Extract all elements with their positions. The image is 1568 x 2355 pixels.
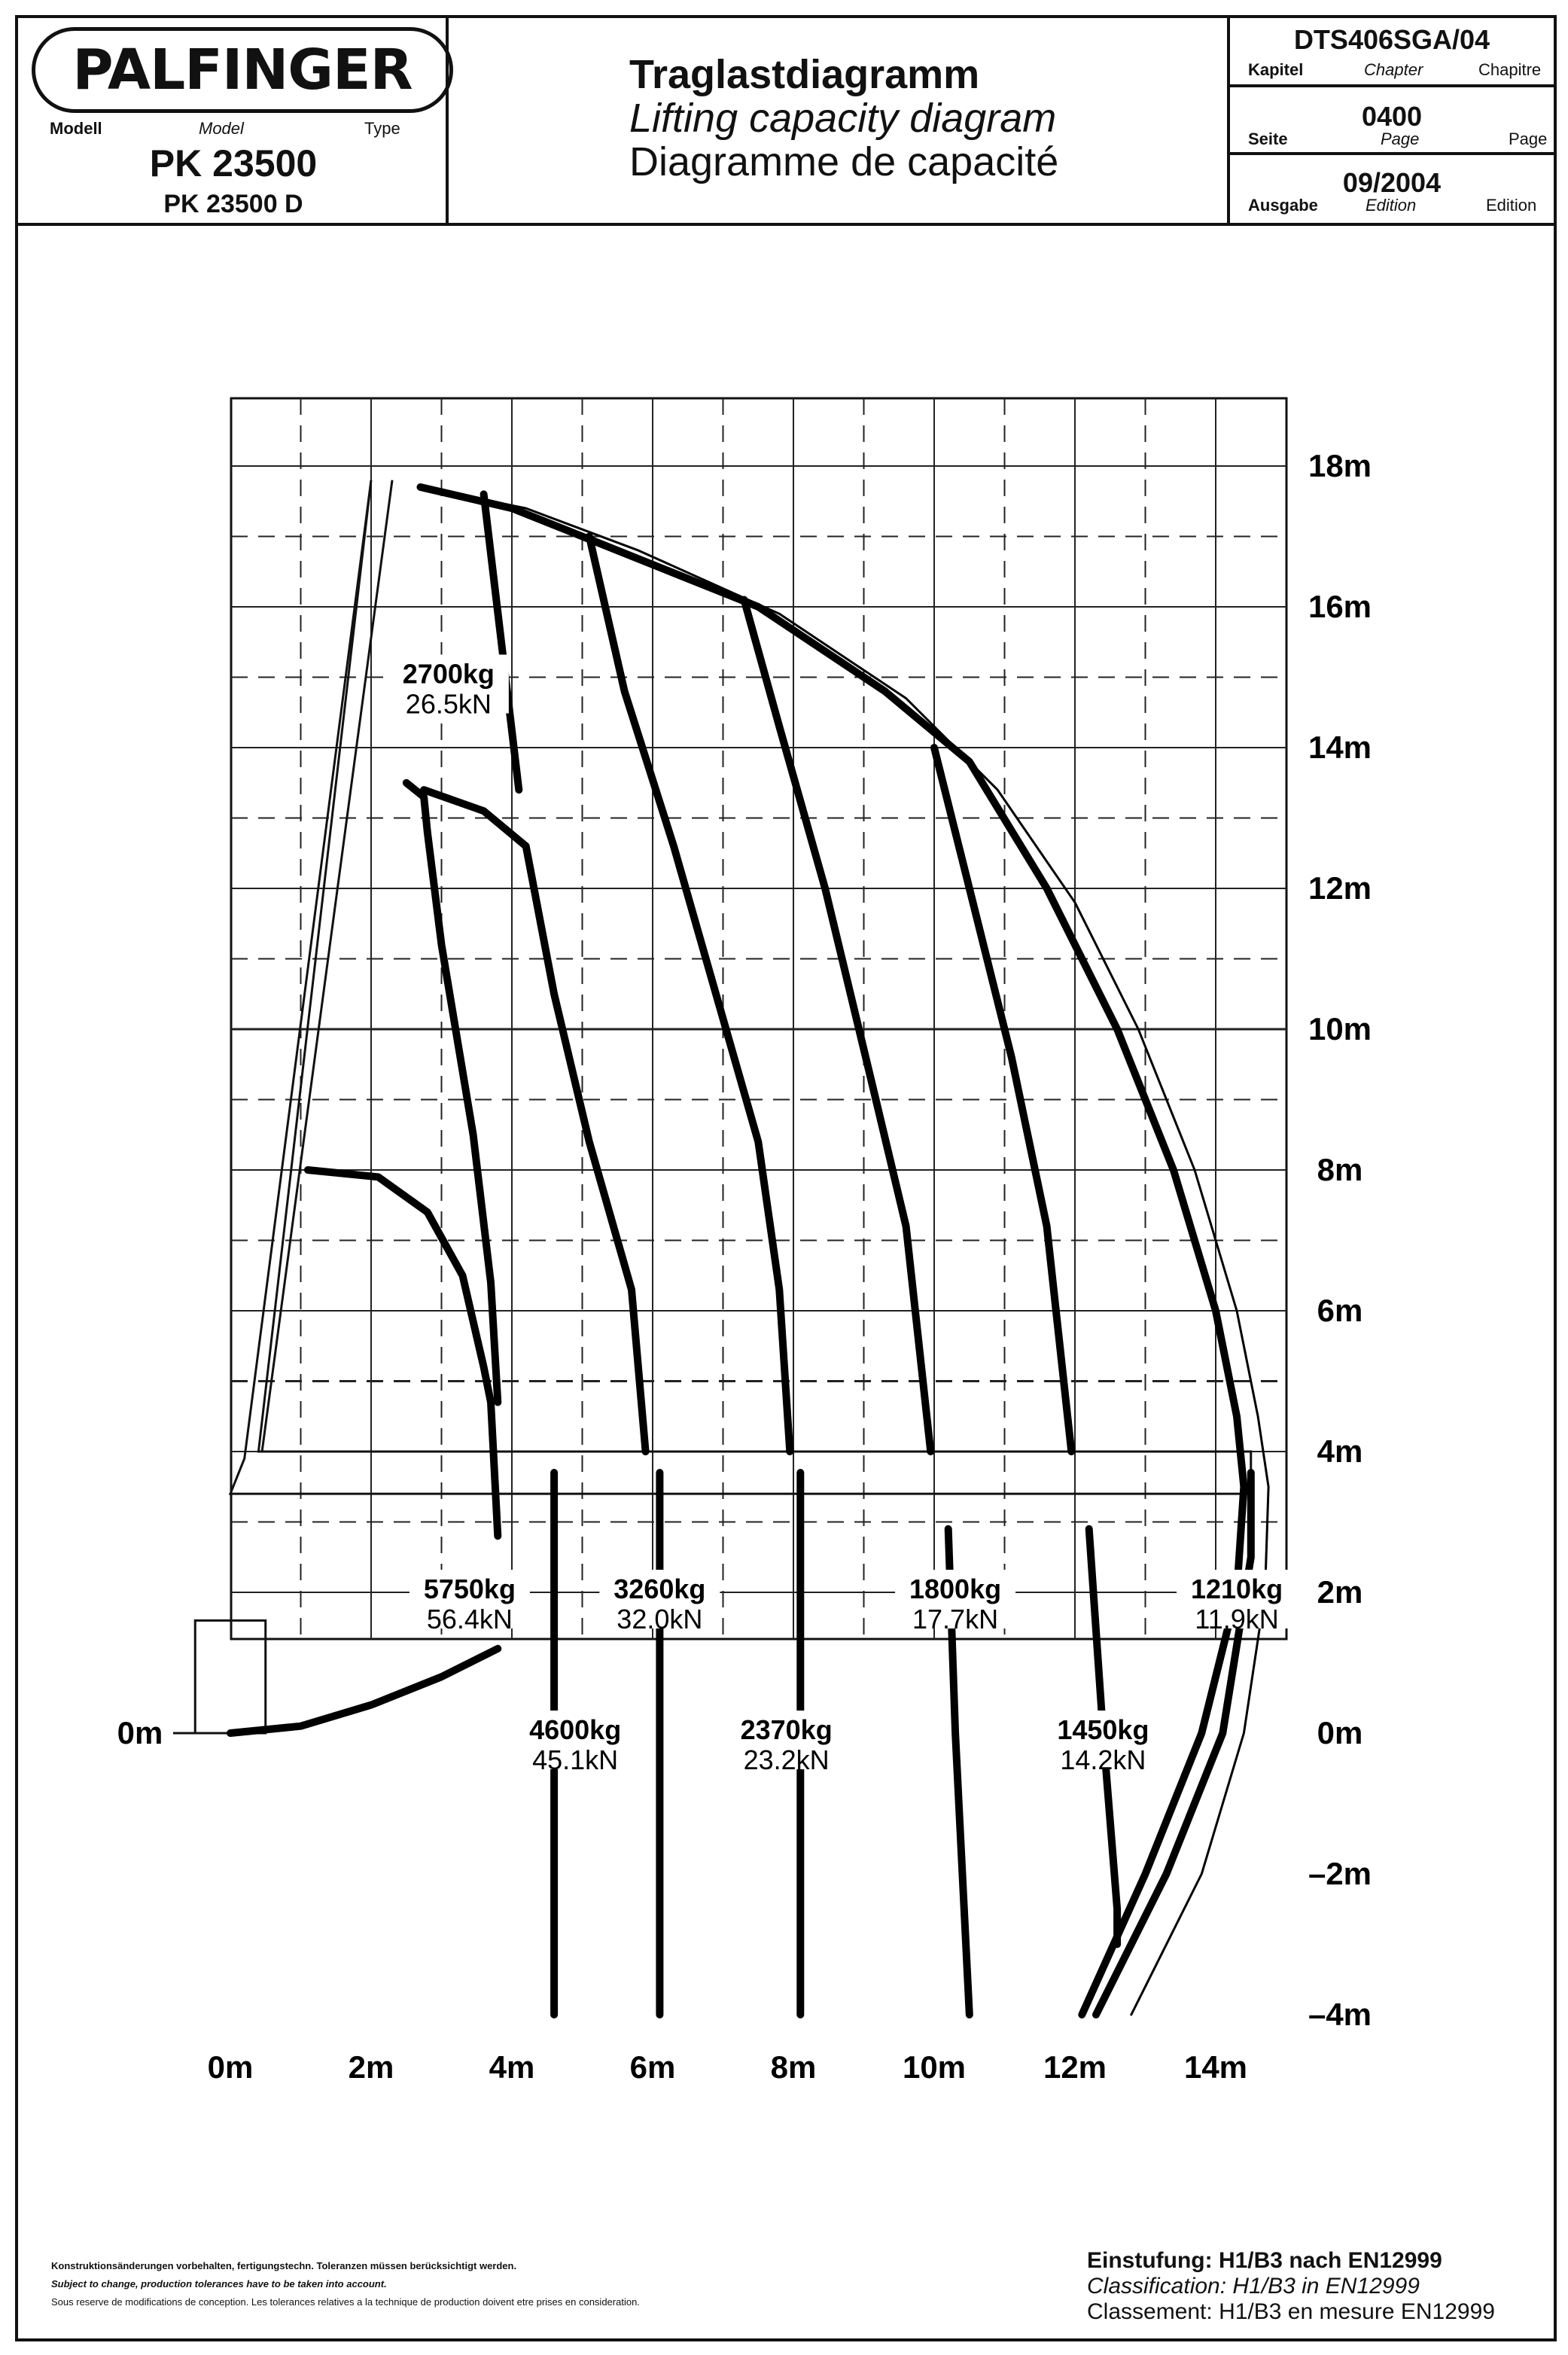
x-tick-label: 8m xyxy=(770,2049,817,2085)
load-label-kn: 14.2kN xyxy=(1060,1744,1146,1775)
load-label-kg: 3260kg xyxy=(613,1574,706,1604)
x-tick-label: 0m xyxy=(207,2049,254,2085)
chart-series xyxy=(230,487,1268,2015)
logo-text: PALFINGER xyxy=(72,38,413,102)
y-left-zero-label: 0m xyxy=(117,1715,163,1750)
page-label-de: Seite xyxy=(1248,129,1288,148)
chapter-label-de: Kapitel xyxy=(1248,60,1304,79)
title-fr: Diagramme de capacité xyxy=(629,139,1059,184)
y-tick-label: 2m xyxy=(1317,1574,1363,1610)
load-label-kn: 26.5kN xyxy=(405,688,492,720)
model-label-de: Modell xyxy=(50,119,102,138)
load-label-kg: 2700kg xyxy=(402,658,495,690)
y-tick-label: 18m xyxy=(1308,448,1372,483)
page-label-fr: Page xyxy=(1509,129,1548,148)
edition-label-en: Edition xyxy=(1366,196,1417,215)
load-curve-4 xyxy=(589,537,790,1452)
load-label-kg: 2370kg xyxy=(740,1714,833,1745)
chart-load-labels xyxy=(388,655,1297,1776)
load-label-kg: 1210kg xyxy=(1190,1574,1283,1604)
load-curve-16 xyxy=(421,487,1269,2015)
x-tick-label: 2m xyxy=(348,2049,394,2085)
load-label-kg: 4600kg xyxy=(529,1714,622,1745)
y-tick-label: 16m xyxy=(1308,589,1372,624)
edition-label-fr: Edition xyxy=(1486,196,1537,215)
model-primary: PK 23500 xyxy=(149,142,318,184)
load-curve-15 xyxy=(421,487,1244,2015)
y-tick-label: 8m xyxy=(1317,1152,1363,1187)
load-label-kg: 1450kg xyxy=(1057,1714,1149,1745)
chapter-label-en: Chapter xyxy=(1364,60,1423,79)
load-label-kn: 45.1kN xyxy=(532,1744,619,1775)
model-secondary: PK 23500 D xyxy=(163,190,303,218)
y-tick-label: 0m xyxy=(1317,1715,1363,1750)
classification-fr: Classement: H1/B3 en mesure EN12999 xyxy=(1087,2299,1495,2324)
load-label-kn: 11.9kN xyxy=(1195,1604,1279,1634)
edition-value: 09/2004 xyxy=(1342,167,1442,198)
load-curve-7 xyxy=(308,1170,498,1536)
load-label-kg: 5750kg xyxy=(423,1574,516,1604)
y-tick-label: –2m xyxy=(1308,1856,1372,1891)
title-en: Lifting capacity diagram xyxy=(629,96,1057,141)
footer-note-en: Subject to change, production tolerances have to be taken into account. xyxy=(51,2278,387,2289)
load-curve-1 xyxy=(484,494,519,790)
classification-en: Classification: H1/B3 in EN12999 xyxy=(1087,2274,1420,2299)
x-tick-label: 6m xyxy=(629,2049,676,2085)
model-label-en: Model xyxy=(199,119,244,138)
y-tick-label: 4m xyxy=(1317,1433,1363,1469)
y-tick-label: –4m xyxy=(1308,1997,1372,2032)
boom-edge xyxy=(262,480,392,1452)
classification-de: Einstufung: H1/B3 nach EN12999 xyxy=(1087,2248,1442,2273)
footer-note-de: Konstruktionsänderungen vorbehalten, fertigungstechn. Toleranzen müssen berücksichtigt werden. xyxy=(51,2260,517,2271)
doc-number: DTS406SGA/04 xyxy=(1293,24,1490,55)
y-tick-label: 12m xyxy=(1308,870,1372,906)
plot-frame xyxy=(231,398,1286,1639)
x-tick-label: 10m xyxy=(902,2049,967,2085)
title-de: Traglastdiagramm xyxy=(629,52,980,97)
load-curve-8 xyxy=(230,1649,498,1733)
load-label-kn: 17.7kN xyxy=(912,1604,999,1634)
x-tick-label: 14m xyxy=(1183,2049,1248,2085)
model-label-fr: Type xyxy=(364,119,400,138)
load-label-kn: 23.2kN xyxy=(743,1744,830,1775)
edition-label-de: Ausgabe xyxy=(1248,196,1318,215)
load-label-kn: 56.4kN xyxy=(426,1604,513,1634)
load-label-kg: 1800kg xyxy=(909,1574,1002,1604)
x-tick-label: 4m xyxy=(489,2049,535,2085)
footer-note-fr: Sous reserve de modifications de conception. Les tolerances relatives a la technique de production doivent etre prises en consideration. xyxy=(51,2296,640,2308)
load-label-kn: 32.0kN xyxy=(617,1604,703,1634)
y-tick-label: 10m xyxy=(1308,1011,1372,1046)
load-curve-2 xyxy=(406,783,498,1403)
page-value: 0400 xyxy=(1361,101,1423,132)
chapter-label-fr: Chapitre xyxy=(1478,60,1542,79)
load-curve-5 xyxy=(744,600,931,1452)
page-label-en: Page xyxy=(1381,129,1420,148)
x-tick-label: 12m xyxy=(1043,2049,1107,2085)
y-tick-label: 14m xyxy=(1308,730,1372,765)
y-tick-label: 6m xyxy=(1317,1293,1363,1328)
